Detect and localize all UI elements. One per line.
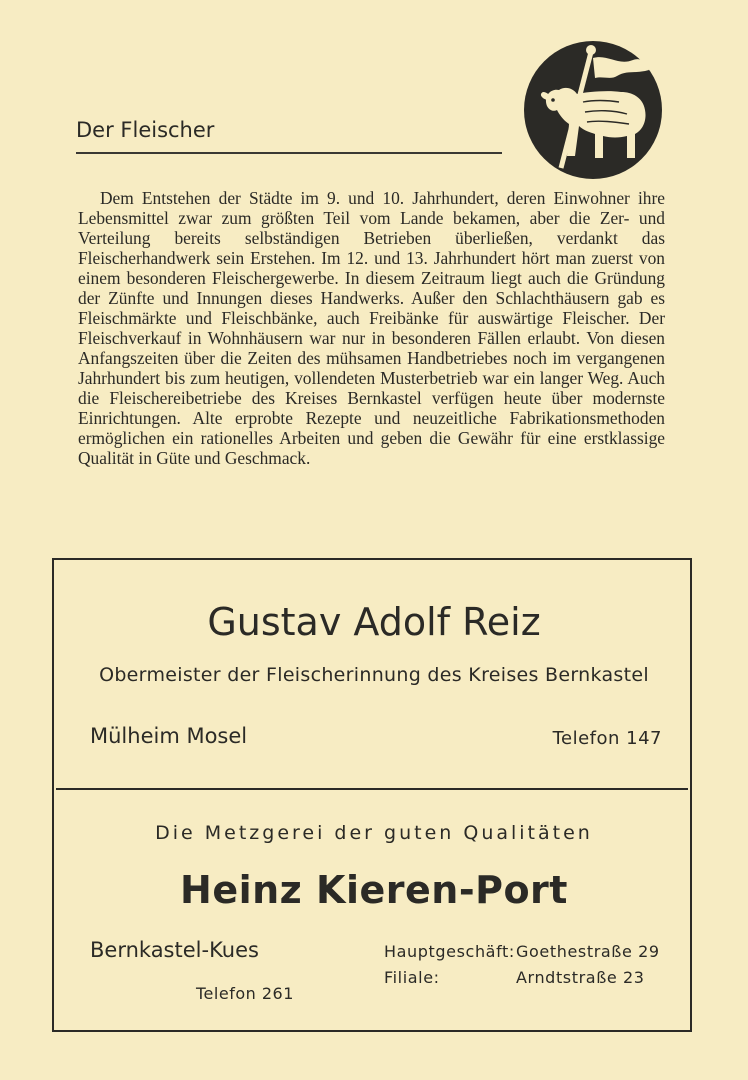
- branch-label: Filiale:: [384, 968, 440, 987]
- advertiser-name-kieren: Heinz Kieren-Port: [180, 868, 568, 912]
- advertiser-location-reiz: Mülheim Mosel: [90, 724, 248, 748]
- advertiser-title-reiz: Obermeister der Fleischerinnung des Kreises Bernkastel: [99, 664, 649, 686]
- title-underline: [76, 152, 502, 154]
- advertisement-divider: [56, 788, 688, 790]
- advertiser-location-kieren: Bernkastel-Kues: [90, 938, 259, 962]
- branch-address: Arndtstraße 23: [516, 968, 645, 987]
- main-store-address: Goethestraße 29: [516, 942, 660, 961]
- article-paragraph: Dem Entstehen der Städte im 9. und 10. Jahrhundert, deren Einwohner ihre Lebensmittel zwar zum größten Teil vom Lande bekamen, aber die Zer- und Verteilung bereits selbständigen Betrieben überließen, verdankt das Fleischerhandwerk sein Erstehen. Im 12. und 13. Jahrhundert hört man zuerst von einem besonderen Fleischergewerbe. In diesem Zeitraum liegt auch die Gründung der Zünfte und Innungen dieses Handwerks. Außer den Schlachthäusern gab es Fleischmärkte und Fleischbänke, auch Freibänke für auswärtige Fleischer. Der Fleischverkauf in Wohnhäusern war nur in besonderen Fällen erlaubt. Von diesen Anfangszeiten über die Zeiten des mühsamen Handbetriebes noch im vergangenen Jahrhundert bis zum heutigen, vollendeten Musterbetrieb war ein langer Weg. Auch die Fleischereibetriebe des Kreises Bernkastel verfügen heute über modernste Einrichtungen. Alte erprobte Rezepte und neuzeitliche Fabrikationsmethoden ermöglichen ein rationelles Arbeiten und geben die Gewähr für eine erstklassige Qualität in Güte und Geschmack.: [78, 188, 665, 468]
- advertiser-name-reiz: Gustav Adolf Reiz: [207, 600, 541, 644]
- advertiser-phone-kieren: Telefon 261: [196, 984, 294, 1003]
- lamb-with-flag-icon: [523, 40, 663, 180]
- main-store-label: Hauptgeschäft:: [384, 942, 515, 961]
- advertiser-slogan-kieren: Die Metzgerei der guten Qualitäten: [155, 822, 593, 844]
- advertiser-phone-reiz: Telefon 147: [552, 728, 662, 749]
- article-body: [78, 188, 665, 468]
- article-title: Der Fleischer: [76, 118, 215, 142]
